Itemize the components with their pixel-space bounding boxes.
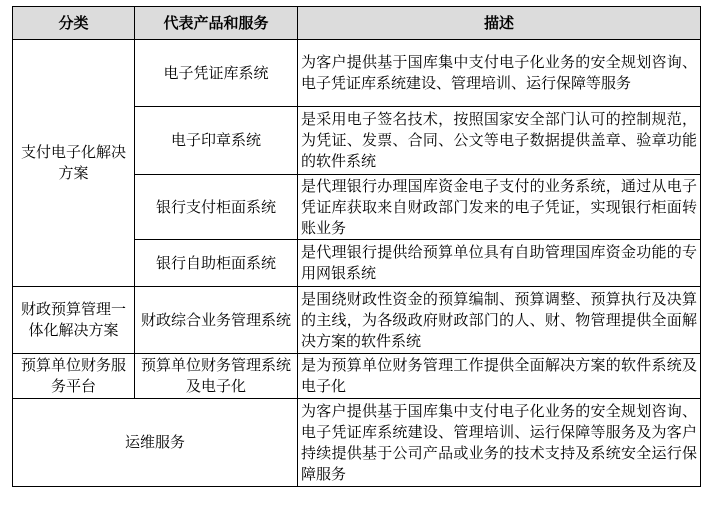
product-cell: 财政综合业务管理系统 [135,287,298,354]
description-cell: 是代理银行办理国库资金电子支付的业务系统，通过从电子凭证库获取来自财政部门发来的电子凭证，实现银行柜面转账业务 [298,175,701,240]
header-description: 描述 [298,7,701,40]
product-cell: 预算单位财务管理系统及电子化 [135,354,298,399]
header-category: 分类 [13,7,135,40]
category-cell: 财政预算管理一体化解决方案 [13,287,135,354]
product-cell: 电子凭证库系统 [135,40,298,107]
category-cell: 支付电子化解决方案 [13,40,135,287]
category-cell: 预算单位财务服务平台 [13,354,135,399]
product-service-table [12,6,701,487]
product-cell: 银行支付柜面系统 [135,175,298,240]
description-cell: 是采用电子签名技术，按照国家安全部门认可的控制规范，为凭证、发票、合同、公文等电子数据提供盖章、验章功能的软件系统 [298,107,701,175]
description-cell: 是围绕财政性资金的预算编制、预算调整、预算执行及决算的主线，为各级政府财政部门的人、财、物管理提供全面解决方案的软件系统 [298,287,701,354]
header-product: 代表产品和服务 [135,7,298,40]
category-cell: 运维服务 [13,399,298,487]
table-row [13,399,701,487]
table-row [13,287,701,354]
description-cell: 是代理银行提供给预算单位具有自助管理国库资金功能的专用网银系统 [298,240,701,287]
product-cell: 银行自助柜面系统 [135,240,298,287]
description-cell: 是为预算单位财务管理工作提供全面解决方案的软件系统及电子化 [298,354,701,399]
table-row [13,354,701,399]
description-cell: 为客户提供基于国库集中支付电子化业务的安全规划咨询、电子凭证库系统建设、管理培训、运行保障等服务 [298,40,701,107]
table-row [13,40,701,107]
table-header-row [13,7,701,40]
description-cell: 为客户提供基于国库集中支付电子化业务的安全规划咨询、电子凭证库系统建设、管理培训、运行保障等服务及为客户持续提供基于公司产品或业务的技术支持及系统安全运行保障服务 [298,399,701,487]
product-cell: 电子印章系统 [135,107,298,175]
